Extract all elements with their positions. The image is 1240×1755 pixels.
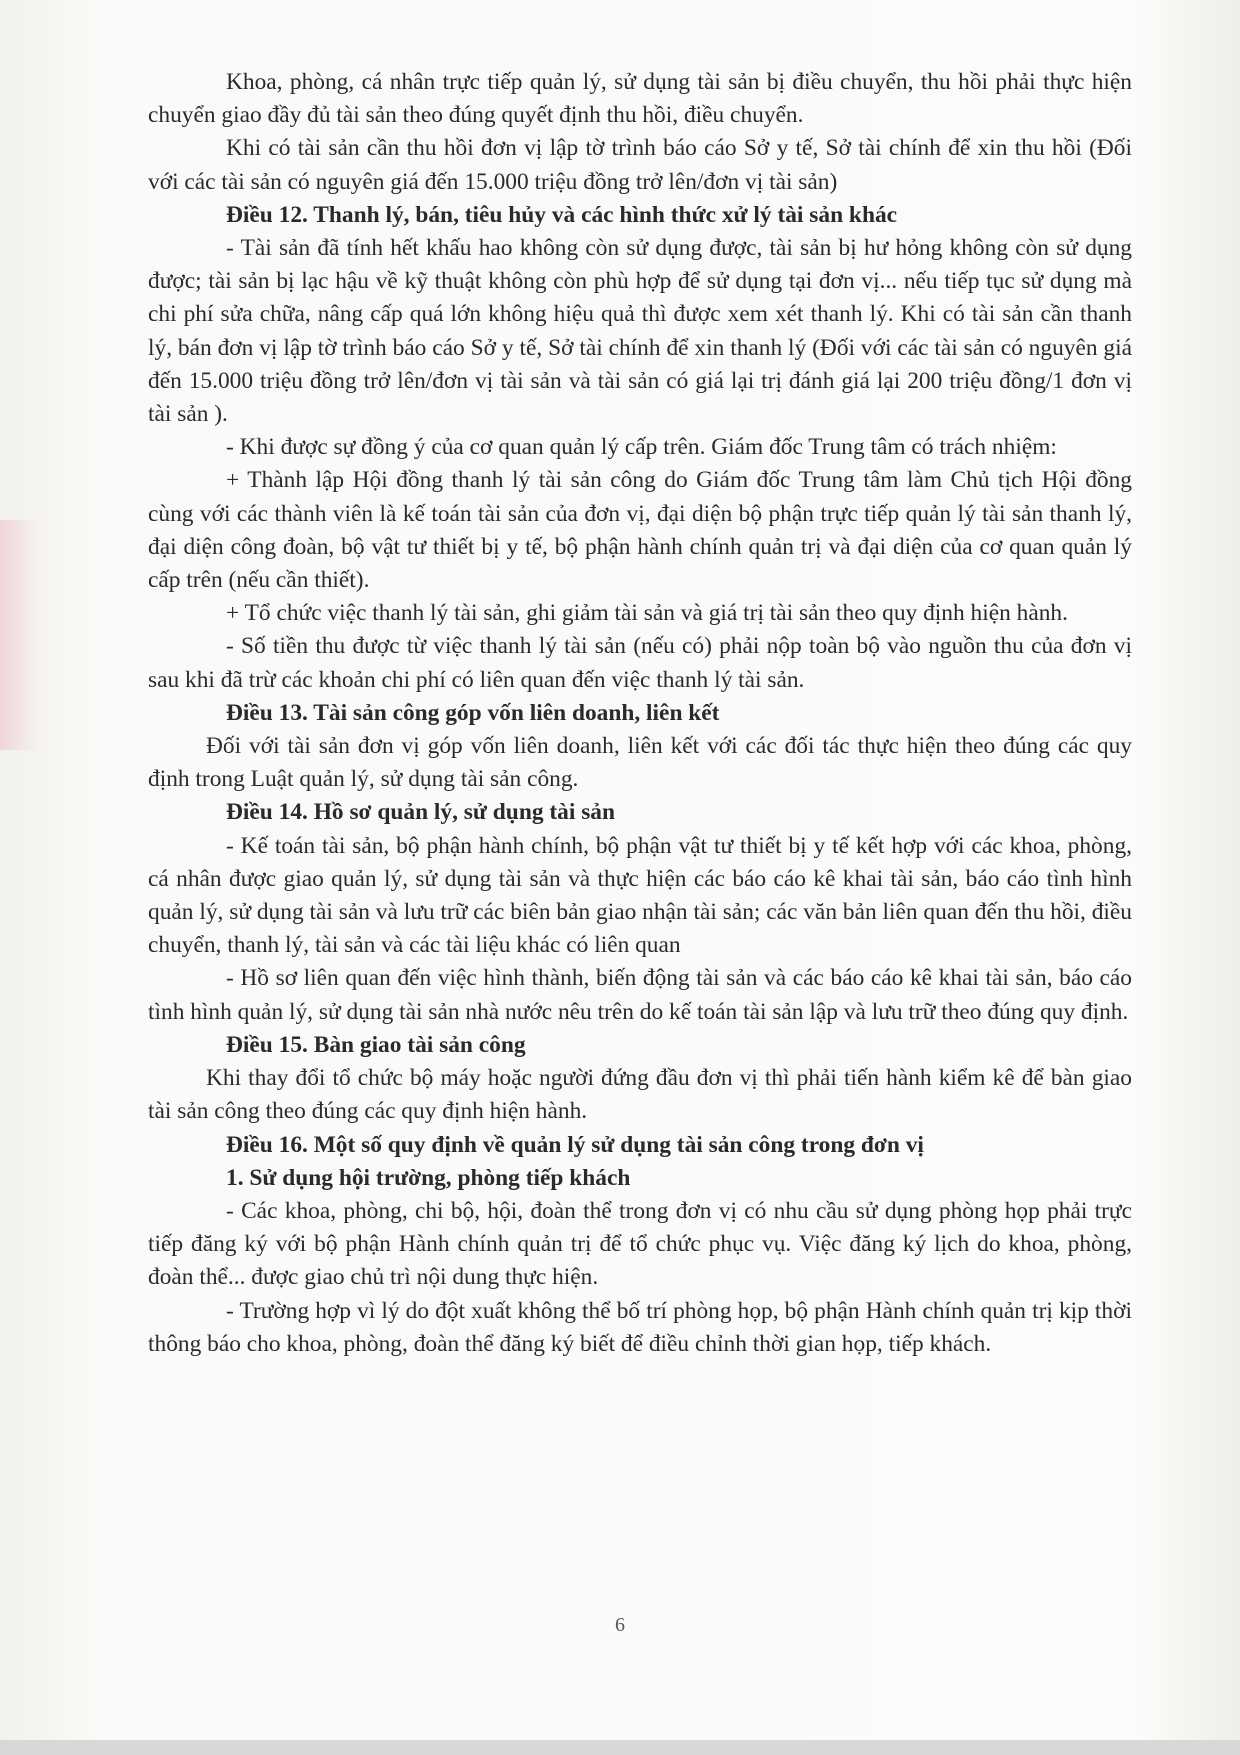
paragraph: - Khi được sự đồng ý của cơ quan quản lý cấp trên. Giám đốc Trung tâm có trách nhiệm: — [226, 434, 1057, 461]
page-number: 6 — [615, 1614, 625, 1636]
paragraph: - Các khoa, phòng, chi bộ, hội, đoàn thể trong đơn vị có nhu cầu sử dụng phòng họp phải trực tiếp đăng ký với bộ phận Hành chính quản trị để tổ chức phục vụ. Việc đăng ký lịch do khoa, phòng, đoàn thể... được giao chủ trì nội dung thực hiện. — [148, 1197, 1132, 1291]
paragraph: Khoa, phòng, cá nhân trực tiếp quản lý, sử dụng tài sản bị điều chuyển, thu hồi phải thực hiện chuyển giao đầy đủ tài sản theo đúng quyết định thu hồi, điều chuyển. — [148, 69, 1132, 129]
paragraph: - Trường hợp vì lý do đột xuất không thể bố trí phòng họp, bộ phận Hành chính quản trị kịp thời thông báo cho khoa, phòng, đoàn thể đăng ký biết để điều chỉnh thời gian họp, tiếp khách. — [148, 1297, 1132, 1357]
paragraph: - Kế toán tài sản, bộ phận hành chính, bộ phận vật tư thiết bị y tế kết hợp với các khoa, phòng, cá nhân được giao quản lý, sử dụng tài sản và thực hiện các báo cáo kê khai tài sản, báo cáo tình hình quản lý, sử dụng tài sản và lưu trữ các biên bản giao nhận tài sản; các văn bản liên quan đến thu hồi, điều chuyển, thanh lý, tài sản và các tài liệu khác có liên quan — [148, 832, 1132, 959]
paragraph: - Số tiền thu được từ việc thanh lý tài sản (nếu có) phải nộp toàn bộ vào nguồn thu của đơn vị sau khi đã trừ các khoản chi phí có liên quan đến việc thanh lý tài sản. — [148, 633, 1132, 693]
paragraph: Khi thay đổi tổ chức bộ máy hoặc người đứng đầu đơn vị thì phải tiến hành kiểm kê để bàn giao tài sản công theo đúng các quy định hiện hành. — [148, 1065, 1132, 1125]
paragraph: - Hồ sơ liên quan đến việc hình thành, biến động tài sản và các báo cáo kê khai tài sản, báo cáo tình hình quản lý, sử dụng tài sản nhà nước nêu trên do kế toán tài sản lập và lưu trữ theo đúng quy định. — [148, 965, 1132, 1025]
section-heading: 1. Sử dụng hội trường, phòng tiếp khách — [226, 1164, 631, 1191]
article-heading-15: Điều 15. Bàn giao tài sản công — [226, 1031, 526, 1058]
article-heading-12: Điều 12. Thanh lý, bán, tiêu hủy và các hình thức xử lý tài sản khác — [226, 201, 898, 228]
article-heading-16: Điều 16. Một số quy định về quản lý sử dụng tài sản công trong đơn vị — [226, 1131, 924, 1158]
document-body — [148, 66, 1132, 1361]
article-heading-14: Điều 14. Hồ sơ quản lý, sử dụng tài sản — [226, 799, 616, 826]
paragraph: + Tổ chức việc thanh lý tài sản, ghi giảm tài sản và giá trị tài sản theo quy định hiện hành. — [226, 600, 1068, 627]
paragraph: - Tài sản đã tính hết khấu hao không còn sử dụng được, tài sản bị hư hỏng không còn sử dụng được; tài sản bị lạc hậu về kỹ thuật không còn phù hợp để sử dụng tại đơn vị... nếu tiếp tục sử dụng mà chi phí sửa chữa, nâng cấp quá lớn không hiệu quả thì được xem xét thanh lý. Khi có tài sản cần thanh lý, bán đơn vị lập tờ trình báo cáo Sở y tế, Sở tài chính để xin thanh lý (Đối với các tài sản có nguyên giá đến 15.000 triệu đồng trở lên/đơn vị tài sản và tài sản có giá lại trị đánh giá lại 200 triệu đồng/1 đơn vị tài sản ). — [148, 235, 1132, 428]
paragraph: Đối với tài sản đơn vị góp vốn liên doanh, liên kết với các đối tác thực hiện theo đúng các quy định trong Luật quản lý, sử dụng tài sản công. — [148, 733, 1132, 793]
scan-edge — [0, 1740, 1240, 1755]
stamp-trace — [0, 520, 40, 750]
paragraph: + Thành lập Hội đồng thanh lý tài sản công do Giám đốc Trung tâm làm Chủ tịch Hội đồng cùng với các thành viên là kế toán tài sản của đơn vị, đại diện bộ phận trực tiếp quản lý tài sản thanh lý, đại diện công đoàn, bộ vật tư thiết bị y tế, bộ phận hành chính quản trị và đại diện của cơ quan quản lý cấp trên (nếu cần thiết). — [148, 467, 1132, 594]
article-heading-13: Điều 13. Tài sản công góp vốn liên doanh, liên kết — [226, 699, 720, 726]
paragraph: Khi có tài sản cần thu hồi đơn vị lập tờ trình báo cáo Sở y tế, Sở tài chính để xin thu hồi (Đối với các tài sản có nguyên giá đến 15.000 triệu đồng trở lên/đơn vị tài sản) — [148, 135, 1132, 195]
